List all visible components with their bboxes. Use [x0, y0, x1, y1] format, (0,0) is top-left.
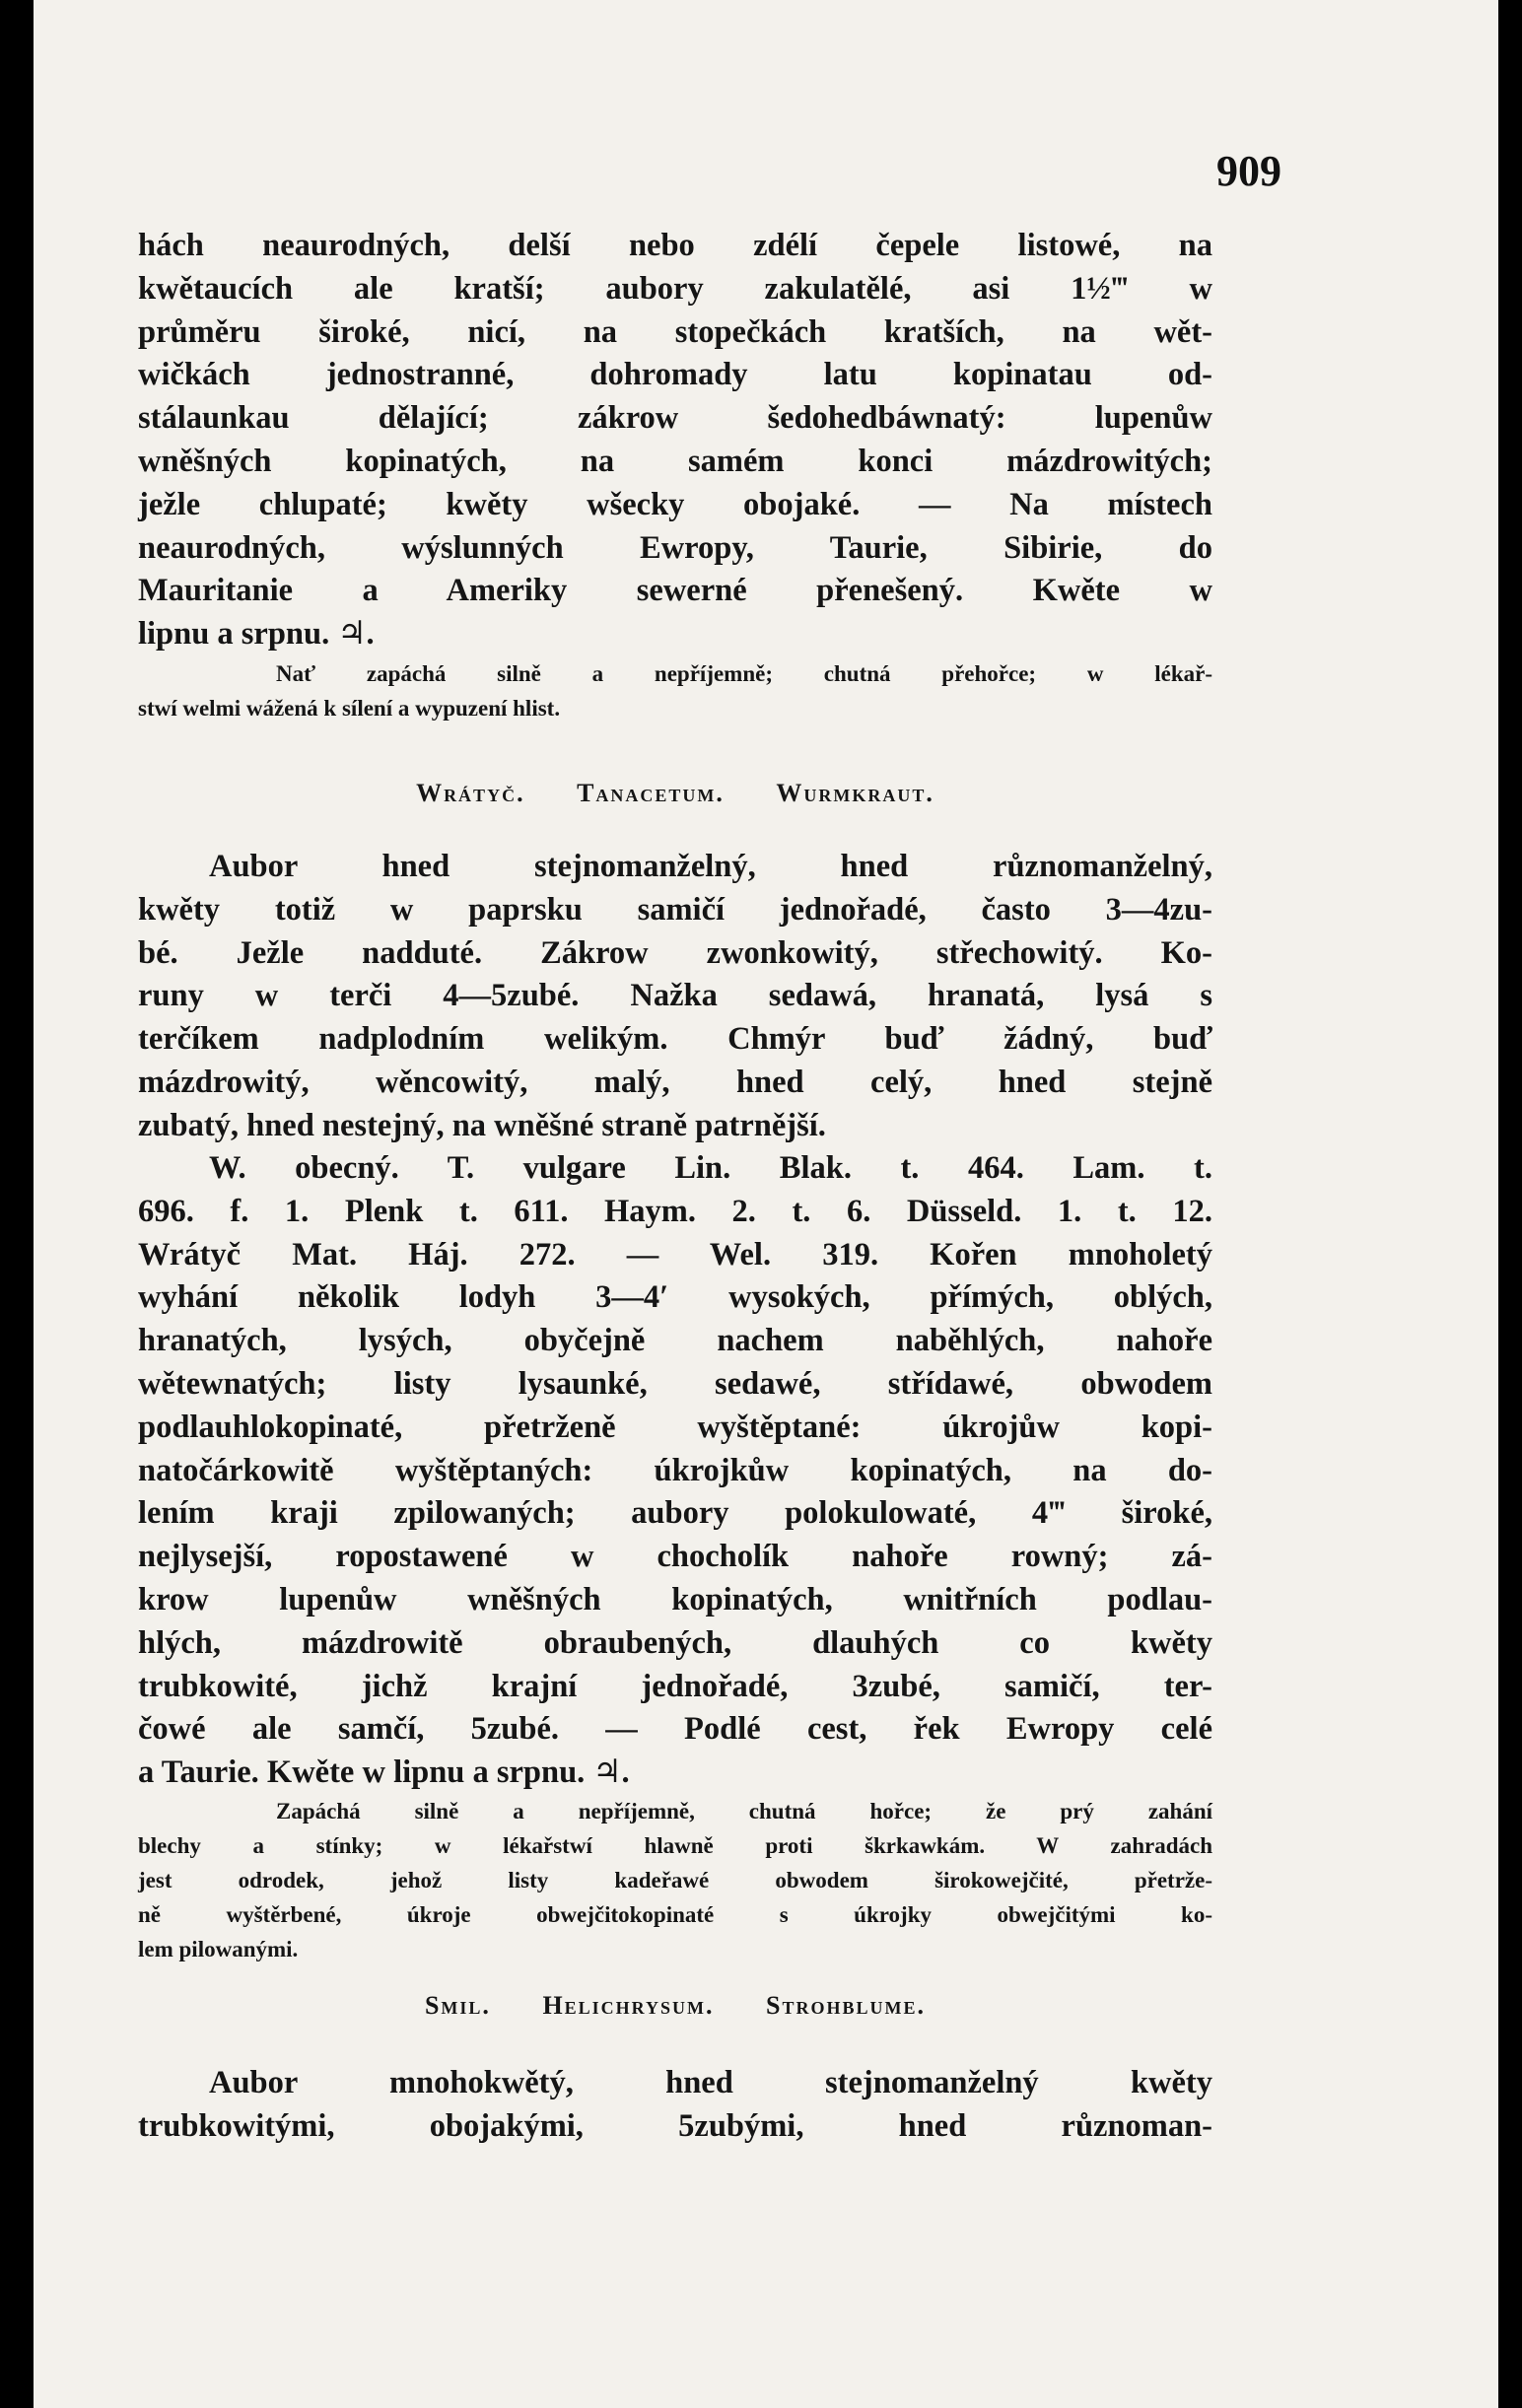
text-line: 696. f. 1. Plenk t. 611. Haym. 2. t. 6. Düsseld. 1. t. 12.: [138, 1193, 1212, 1229]
text-line: Mauritanie a Ameriky sewerné přenešený. Kwěte w: [138, 573, 1212, 609]
page-number: 909: [1216, 147, 1281, 195]
text-line: hranatých, lysých, obyčejně nachem naběhlých, nahoře: [138, 1323, 1212, 1359]
heading-german: Wurmkraut.: [776, 779, 934, 807]
text-line: lipnu a srpnu. ♃.: [138, 616, 375, 653]
text-line: terčíkem nadplodním welikým. Chmýr buď žádný, buď: [138, 1021, 1212, 1058]
note-line: Nať zapáchá silně a nepříjemně; chutná přehořce; w lékař-: [276, 661, 1212, 686]
note-line: lem pilowanými.: [138, 1937, 299, 1961]
book-page: [34, 0, 1498, 2408]
genus-heading-helichrysum: [138, 1991, 1212, 2021]
genus-description: [138, 846, 1212, 1148]
paragraph-continuation: [138, 225, 1212, 656]
heading-latin: Tanacetum.: [577, 779, 725, 807]
note-line: Zapáchá silně a nepříjemně, chutná hořce; že prý zahání: [276, 1799, 1212, 1823]
text-line: wětewnatých; listy lysaunké, sedawé, střídawé, obwodem: [138, 1365, 1212, 1402]
text-line: podlauhlokopinaté, přetrženě wyštěptané: úkrojůw kopi-: [138, 1409, 1212, 1445]
text-line: Aubor mnohokwětý, hned stejnomanželný kwěty: [209, 2065, 1212, 2100]
text-line: neaurodných, wýslunných Ewropy, Taurie, Sibirie, do: [138, 529, 1212, 566]
genus-description-helichrysum: [138, 2062, 1212, 2149]
text-line: nejlysejší, ropostawené w chocholík nahoře rowný; zá-: [138, 1539, 1212, 1575]
text-line: wičkách jednostranné, dohromady latu kopinatau od-: [138, 357, 1212, 393]
text-line: průměru široké, nicí, na stopečkách kratších, na wět-: [138, 313, 1212, 350]
text-line: čowé ale samčí, 5zubé. — Podlé cest, řek Ewropy celé: [138, 1711, 1212, 1748]
text-line: kwětaucích ale kratší; aubory zakulatělé, asi 1½‴ w: [138, 270, 1212, 307]
text-line: a Taurie. Kwěte w lipnu a srpnu. ♃.: [138, 1754, 630, 1791]
text-line: hlých, mázdrowitě obraubených, dlauhých co kwěty: [138, 1624, 1212, 1661]
text-line: runy w terči 4—5zubé. Nažka sedawá, hranatá, lysá s: [138, 978, 1212, 1014]
heading-czech: Smil.: [424, 1991, 491, 2020]
note-line: ně wyštěrbené, úkroje obwejčitokopinaté s úkrojky obwejčitými ko-: [138, 1902, 1212, 1927]
text-line: krow lupenůw wněšných kopinatých, wnitřních podlau-: [138, 1581, 1212, 1617]
footnote-species-note: [138, 1794, 1212, 1966]
text-line: W. obecný. T. vulgare Lin. Blak. t. 464. Lam. t.: [209, 1150, 1212, 1186]
heading-german: Strohblume.: [766, 1991, 927, 2020]
species-description: [138, 1147, 1212, 1795]
footnote-tansy-note: [138, 656, 1212, 725]
heading-czech: Wrátyč.: [416, 779, 525, 807]
note-line: stwí welmi wážená k sílení a wypuzení hlist.: [138, 696, 561, 721]
text-line: mázdrowitý, wěncowitý, malý, hned celý, hned stejně: [138, 1064, 1212, 1100]
text-line: trubkowitými, obojakými, 5zubými, hned různoman-: [138, 2107, 1212, 2144]
text-line: hách neaurodných, delší nebo zdélí čepele listowé, na: [138, 228, 1212, 263]
text-line: wyhání několik lodyh 3—4′ wysokých, přímých, oblých,: [138, 1279, 1212, 1316]
text-line: natočárkowitě wyštěptaných: úkrojkůw kopinatých, na do-: [138, 1452, 1212, 1488]
genus-heading-tanacetum: [138, 779, 1212, 808]
text-line: trubkowité, jichž krajní jednořadé, 3zubé, samičí, ter-: [138, 1668, 1212, 1704]
text-line: Aubor hned stejnomanželný, hned různomanželný,: [209, 849, 1212, 884]
note-line: blechy a stínky; w lékařstwí hlawně proti škrkawkám. W zahradách: [138, 1833, 1212, 1858]
heading-latin: Helichrysum.: [542, 1991, 715, 2020]
text-line: bé. Ježle nadduté. Zákrow zwonkowitý, střechowitý. Ko-: [138, 934, 1212, 971]
text-line: kwěty totiž w paprsku samičí jednořadé, často 3—4zu-: [138, 891, 1212, 928]
text-line: Wrátyč Mat. Háj. 272. — Wel. 319. Kořen mnoholetý: [138, 1236, 1212, 1273]
text-line: ježle chlupaté; kwěty wšecky obojaké. — Na místech: [138, 486, 1212, 522]
text-line: lením kraji zpilowaných; aubory polokulowaté, 4‴ široké,: [138, 1495, 1212, 1532]
text-line: zubatý, hned nestejný, na wněšné straně patrnější.: [138, 1107, 826, 1143]
text-line: stálaunkau dělající; zákrow šedohedbáwnatý: lupenůw: [138, 400, 1212, 437]
note-line: jest odrodek, jehož listy kadeřawé obwodem širokowejčité, přetrže-: [138, 1868, 1212, 1892]
text-line: wněšných kopinatých, na samém konci mázdrowitých;: [138, 443, 1212, 479]
